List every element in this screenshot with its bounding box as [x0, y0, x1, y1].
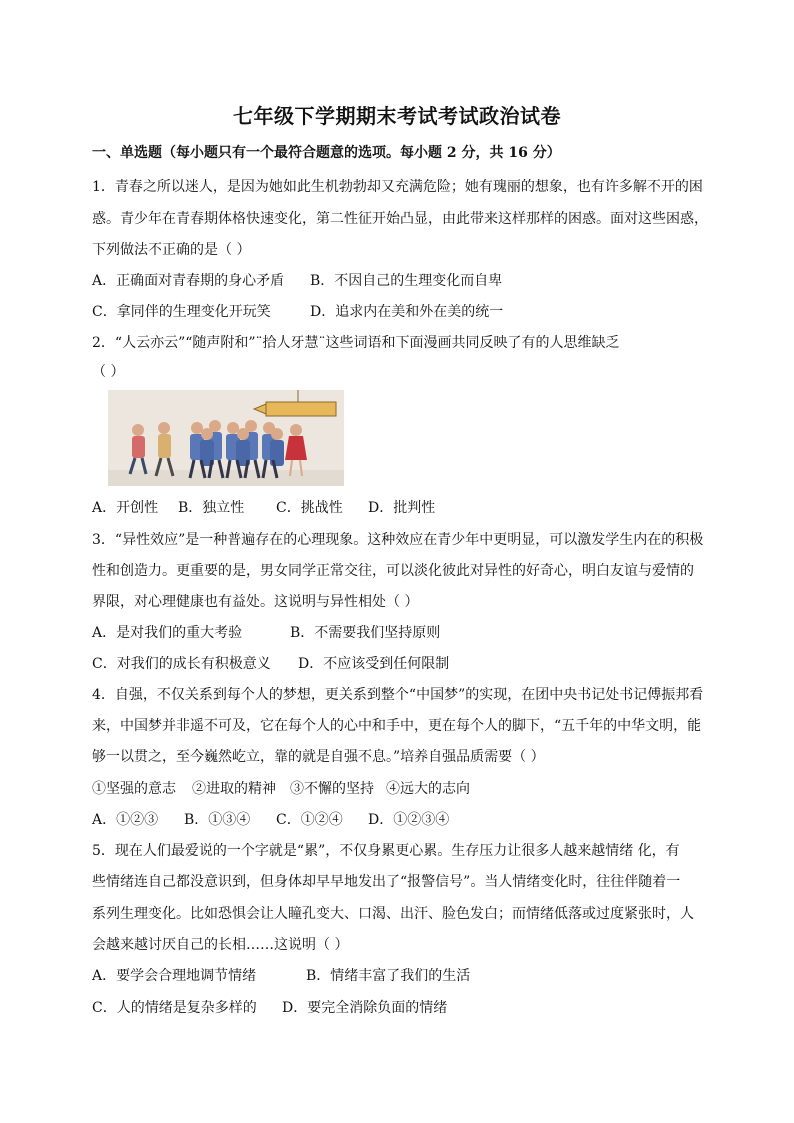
exam-title: 七年级下学期期末考试考试政治试卷 [233, 104, 561, 128]
choice-4: ④远大的志向 [386, 781, 470, 797]
option-c: C．拿同伴的生理变化开玩笑 [92, 304, 271, 320]
question-stem-line: 会越来越讨厌自己的长相……这说明（ ） [92, 937, 349, 953]
question-stem-line: 下列做法不正确的是（ ） [92, 242, 251, 258]
question-stem-line: 2．“人云亦云”“随声附和”¨拾人牙慧¨这些词语和下面漫画共同反映了有的人思维缺乏 [92, 335, 620, 351]
option-d: D．追求内在美和外在美的统一 [310, 304, 504, 320]
question-stem-line: 惑。青少年在青春期体格快速变化，第二性征开始凸显，由此带来这样那样的困惑。面对这些困惑， [92, 211, 708, 227]
question-stem-line: 够一以贯之，至今巍然屹立，靠的就是自强不息。”培养自强品质需要（ ） [92, 749, 545, 765]
choice-1: ①坚强的意志 [92, 781, 176, 797]
question-stem-line: 来，中国梦并非遥不可及，它在每个人的心中和手中，更在每个人的脚下，“五千年的中华文明，能 [92, 718, 702, 734]
question-stem-line: 界限，对心理健康也有益处。这说明与异性相处（ ） [92, 594, 419, 610]
option-c: C．挑战性 [276, 500, 343, 516]
choice-3: ③不懈的坚持 [290, 781, 374, 797]
choice-2: ②进取的精神 [192, 781, 276, 797]
question-stem-line: 些情绪连自己都没意识到，但身体却早早地发出了“报警信号”。当人情绪变化时，往往伴随着一 [92, 874, 681, 890]
pointing-hand-icon [266, 402, 336, 416]
question-stem-line: 5．现在人们最爱说的一个字就是“累”，不仅身累更心累。生存压力让很多人越来越情绪 化，有 [92, 843, 680, 859]
option-a: A．①②③ [92, 812, 159, 828]
option-b: B．①③④ [184, 812, 251, 828]
question-stem-line: 系列生理变化。比如恐惧会让人瞳孔变大、口渴、出汗、脸色发白；而情绪低落或过度紧张时，人 [92, 906, 694, 922]
question-stem-line: 1．青春之所以迷人，是因为她如此生机勃勃却又充满危险；她有瑰丽的想象，也有许多解不开的困 [92, 179, 703, 195]
option-d: D．批判性 [368, 500, 436, 516]
option-c: C．对我们的成长有积极意义 [92, 656, 271, 672]
option-a: A．正确面对青春期的身心矛盾 [92, 273, 285, 289]
option-d: D．要完全消除负面的情绪 [282, 1000, 448, 1016]
option-a: A．开创性 [92, 500, 159, 516]
option-d: D．①②③④ [368, 812, 450, 828]
question-stem-line: 性和创造力。更重要的是，男女同学正常交往，可以淡化彼此对异性的好奇心，明白友谊与爱情的 [92, 563, 694, 579]
option-c: C．人的情绪是复杂多样的 [92, 1000, 257, 1016]
option-c: C．①②④ [276, 812, 343, 828]
option-b: B．情绪丰富了我们的生活 [306, 968, 471, 984]
question-stem-line: 4．自强，不仅关系到每个人的梦想，更关系到整个“中国梦”的实现，在团中央书记处书记傅振邦看 [92, 687, 704, 703]
crowd-following-cartoon-image [108, 390, 344, 486]
section-heading: 一、单选题（每小题只有一个最符合题意的选项。每小题 2 分，共 16 分） [92, 145, 561, 161]
question-stem-line: （ ） [92, 364, 125, 380]
option-d: D．不应该受到任何限制 [298, 656, 450, 672]
option-b: B．不需要我们坚持原则 [290, 625, 441, 641]
option-b: B．不因自己的生理变化而自卑 [310, 273, 503, 289]
question-stem-line: 3．“异性效应”是一种普遍存在的心理现象。这种效应在青少年中更明显，可以激发学生内在的积极 [92, 532, 704, 548]
option-b: B．独立性 [178, 500, 245, 516]
option-a: A．要学会合理地调节情绪 [92, 968, 257, 984]
option-a: A．是对我们的重大考验 [92, 625, 243, 641]
